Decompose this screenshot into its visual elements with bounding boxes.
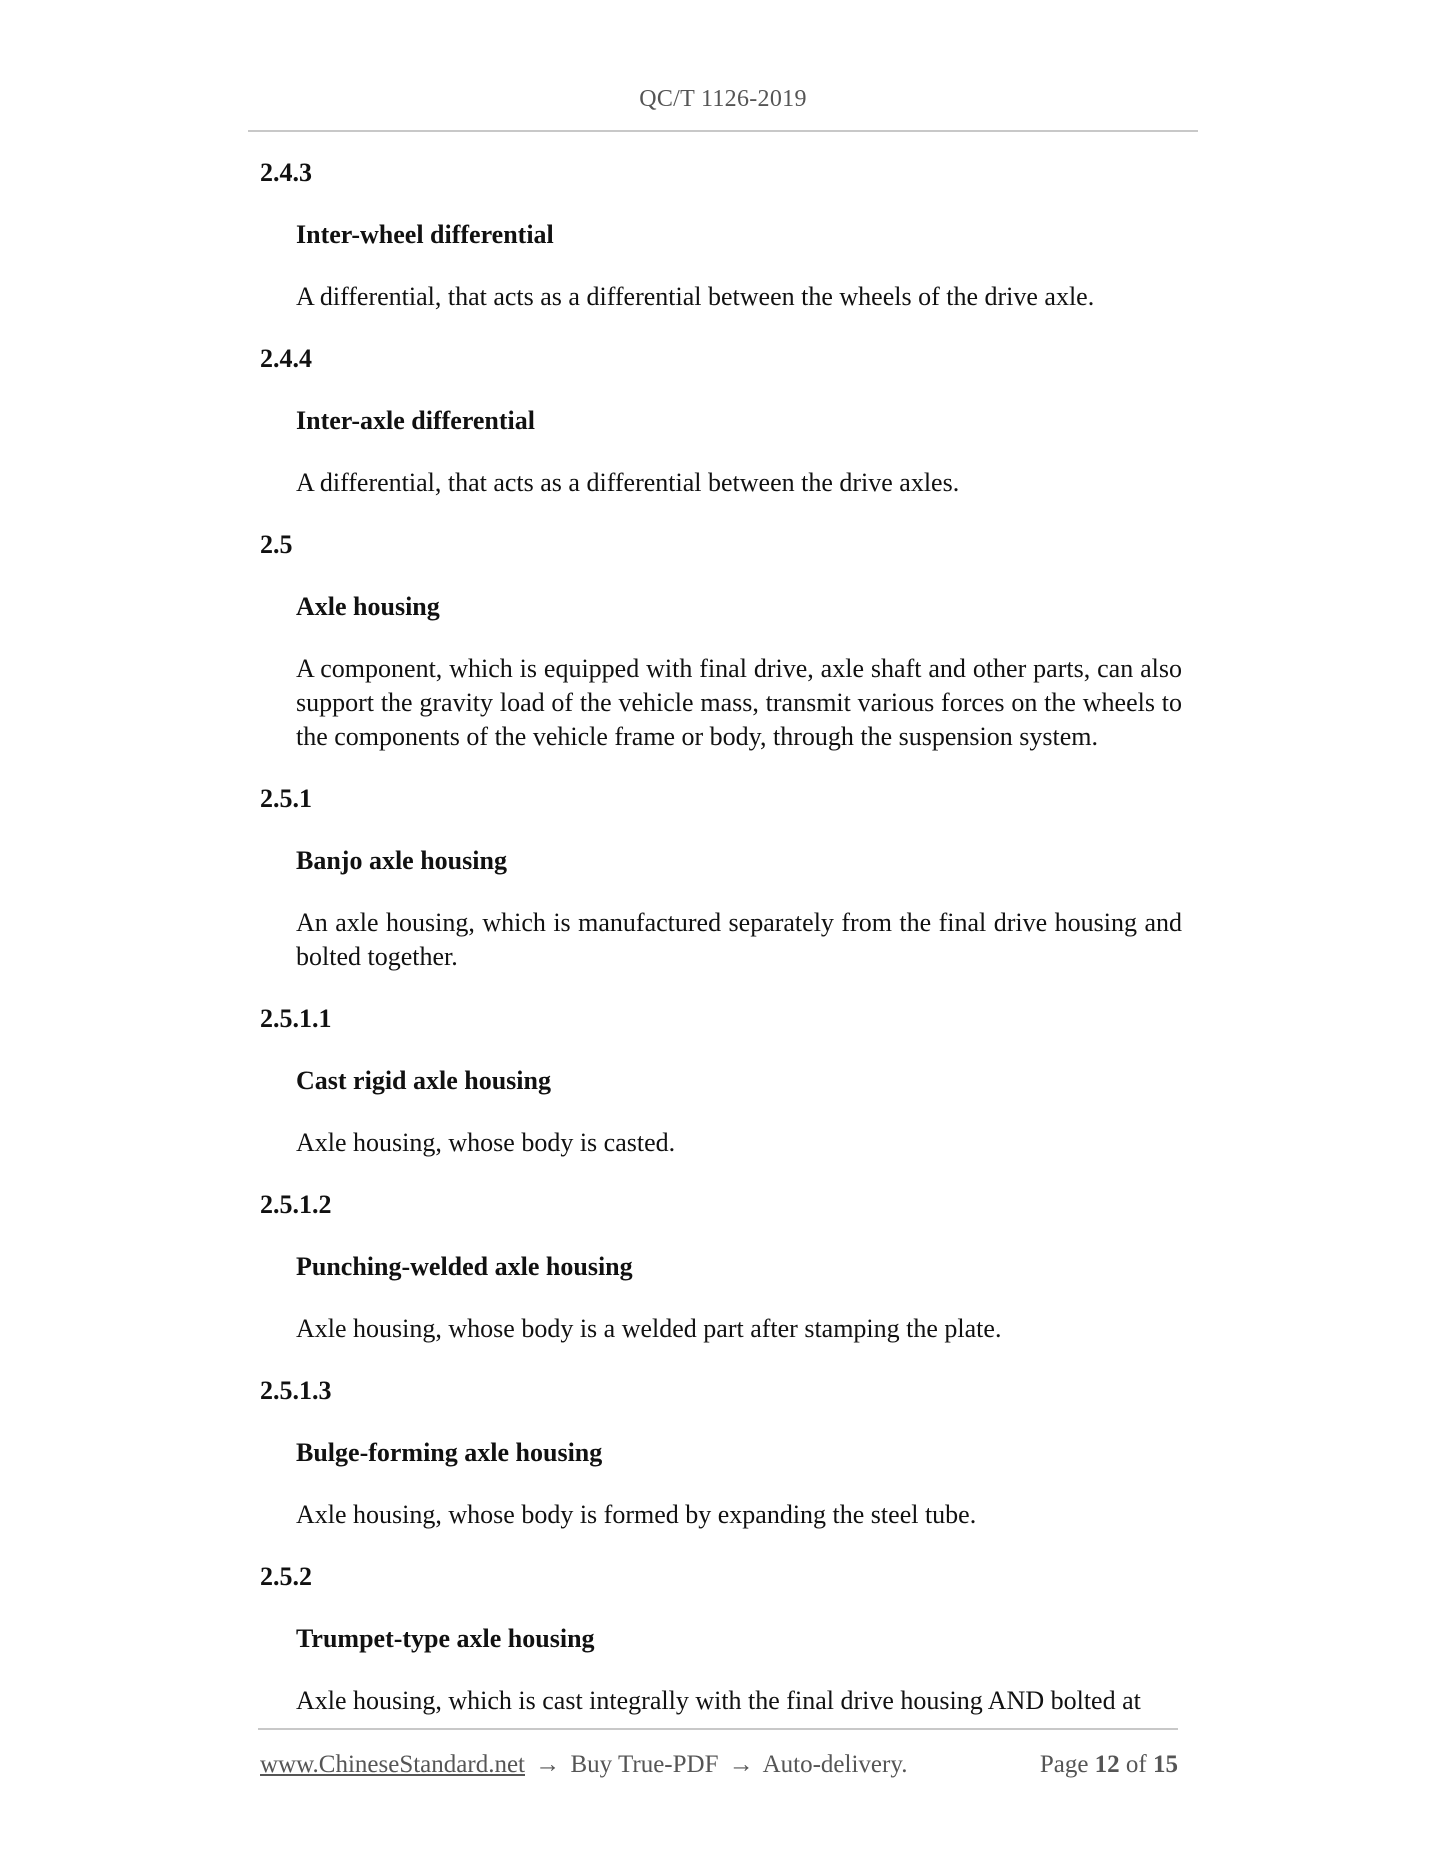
term-entry: [260, 782, 1190, 974]
term-definition: Axle housing, which is cast integrally with the final drive housing AND bolted at: [296, 1686, 1141, 1715]
term-title: Axle housing: [296, 592, 440, 621]
page-indicator: [1040, 1748, 1178, 1782]
footer-promo: [260, 1748, 907, 1782]
document-header-id: QC/T 1126-2019: [639, 86, 807, 112]
term-definition: Axle housing, whose body is casted.: [296, 1128, 676, 1157]
term-entry: [260, 1560, 1190, 1718]
term-title: Punching-welded axle housing: [296, 1252, 633, 1281]
page-footer: [260, 1748, 1178, 1782]
term-title: Inter-wheel differential: [296, 220, 554, 249]
term-entry: [260, 1188, 1190, 1346]
term-title: Trumpet-type axle housing: [296, 1624, 595, 1653]
arrow-right-icon: →: [535, 1751, 561, 1778]
clause-number: 2.5.2: [260, 1562, 312, 1591]
auto-delivery-text: Auto-delivery.: [762, 1751, 908, 1778]
term-entry: [260, 1374, 1190, 1532]
page-of-label: of: [1125, 1751, 1147, 1778]
page-label: Page: [1039, 1751, 1089, 1778]
page-total: 15: [1153, 1751, 1178, 1778]
clause-number: 2.5.1: [260, 784, 312, 813]
arrow-right-icon: →: [728, 1751, 754, 1778]
buy-pdf-text: Buy True-PDF: [570, 1751, 719, 1778]
document-body: [260, 156, 1190, 1718]
term-title: Cast rigid axle housing: [296, 1066, 551, 1095]
term-entry: [260, 156, 1190, 314]
clause-number: 2.5.1.3: [260, 1376, 332, 1405]
term-entry: [260, 528, 1190, 754]
term-title: Inter-axle differential: [296, 406, 535, 435]
term-definition: A differential, that acts as a differential between the drive axles.: [296, 468, 960, 497]
site-link[interactable]: www.ChineseStandard.net: [260, 1751, 525, 1778]
page-current: 12: [1094, 1751, 1120, 1778]
term-title: Bulge-forming axle housing: [296, 1438, 603, 1467]
term-definition: A differential, that acts as a differential between the wheels of the drive axle.: [296, 282, 1095, 311]
clause-number: 2.4.4: [260, 344, 312, 373]
clause-number: 2.4.3: [260, 158, 312, 187]
clause-number: 2.5.1.2: [260, 1190, 332, 1219]
footer-divider: [258, 1728, 1178, 1730]
clause-number: 2.5: [260, 530, 293, 559]
term-definition: Axle housing, whose body is a welded part after stamping the plate.: [296, 1314, 1002, 1343]
clause-number: 2.5.1.1: [260, 1004, 332, 1033]
term-definition: An axle housing, which is manufactured separately from the final drive housing and bolted together.: [296, 908, 1182, 971]
term-title: Banjo axle housing: [296, 846, 507, 875]
term-entry: [260, 342, 1190, 500]
term-definition: A component, which is equipped with final drive, axle shaft and other parts, can also support the gravity load of the vehicle mass, transmit various forces on the wheels to the components of the vehicle frame or body, through the suspension system.: [296, 654, 1182, 751]
term-definition: Axle housing, whose body is formed by expanding the steel tube.: [296, 1500, 977, 1529]
header-divider: [248, 130, 1198, 132]
term-entry: [260, 1002, 1190, 1160]
